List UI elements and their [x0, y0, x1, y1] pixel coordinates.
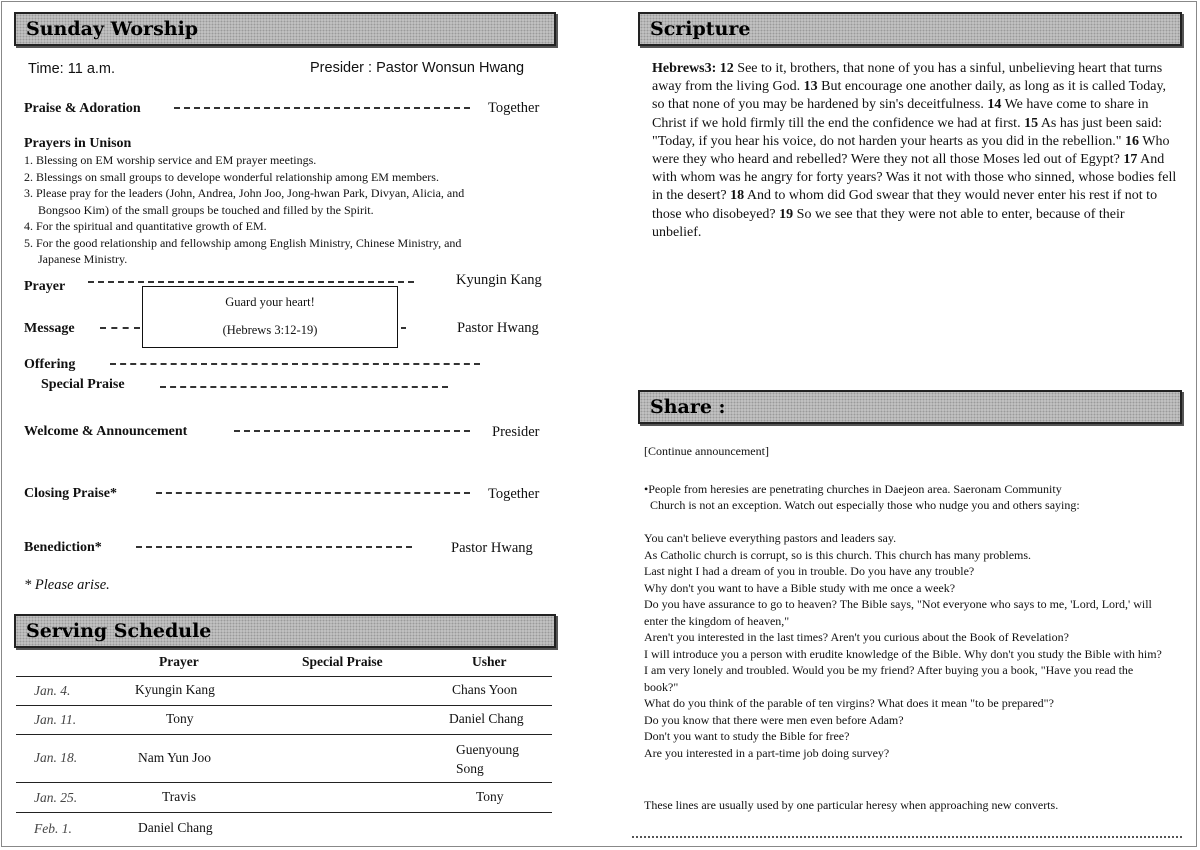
- scripture-passage: [652, 60, 1177, 242]
- prayers-unison-title: Prayers in Unison: [24, 136, 132, 151]
- row-usher: Guenyoung Song: [456, 742, 519, 776]
- presider: Presider : Pastor Wonsun Hwang: [310, 60, 525, 76]
- column-header-usher: Usher: [472, 654, 507, 669]
- sermon-title-box: [142, 286, 398, 348]
- scripture-book: Hebrews3:: [652, 61, 717, 76]
- message-label: Message: [24, 321, 75, 336]
- leader-line: [100, 327, 140, 329]
- verse-number: 14: [987, 97, 1002, 113]
- list-item: Do you know that there were men even before Adam?: [644, 712, 904, 727]
- verse-number: 16: [1124, 133, 1139, 149]
- table-rule: [16, 705, 552, 706]
- welcome-value: Presider: [492, 424, 540, 440]
- list-item: Last night I had a dream of you in trouble. Do you have any trouble?: [644, 564, 975, 578]
- list-item: Why don't you want to have a Bible study with me once a week?: [644, 580, 956, 595]
- verse-number: 17: [1123, 152, 1138, 168]
- benediction-label: Benediction*: [24, 540, 102, 555]
- verse-number: 15: [1024, 115, 1039, 131]
- continue-announcement: [Continue announcement]: [644, 444, 769, 458]
- row-date: Feb. 1.: [34, 821, 72, 836]
- share-title: Share :: [650, 396, 726, 418]
- closing-praise-label: Closing Praise*: [24, 486, 117, 501]
- verse-number: 12: [719, 61, 734, 76]
- prayer-item: 1. Blessing on EM worship service and EM prayer meetings.: [24, 153, 317, 167]
- prayer-item: 3. Please pray for the leaders (John, Andrea, John Joo, Jong-hwan Park, Divyan, Alicia, and: [24, 186, 465, 200]
- share-intro: •People from heresies are penetrating churches in Daejeon area. Saeronam Community: [644, 482, 1062, 496]
- row-prayer: Nam Yun Joo: [138, 750, 211, 765]
- welcome-label: Welcome & Announcement: [24, 424, 188, 439]
- scripture-title: Scripture: [650, 18, 751, 40]
- scripture-header: [638, 12, 1182, 46]
- column-header-prayer: Prayer: [159, 654, 199, 669]
- list-item: As Catholic church is corrupt, so is this church. This church has many problems.: [644, 547, 1032, 562]
- sermon-title: Guard your heart!: [225, 295, 315, 309]
- leader-line: [174, 107, 470, 109]
- verse-text: We have come to share in Christ if we hold firmly till the end the confidence we had at first.: [652, 97, 1149, 131]
- praise-adoration-value: Together: [488, 100, 540, 116]
- service-time: Time: 11 a.m.: [28, 61, 116, 77]
- serving-schedule-header: [14, 614, 556, 648]
- list-item: Do you have assurance to go to heaven? The Bible says, "Not everyone who says to me, 'Lord, Lord,' will enter the kingdom of heaven,": [644, 597, 1152, 628]
- list-item: You can't believe everything pastors and leaders say.: [644, 531, 897, 545]
- prayer-item: Bongsoo Kim) of the small groups be touched and filled by the Spirit.: [38, 202, 374, 217]
- share-header: [638, 390, 1182, 424]
- share-closing: These lines are usually used by one particular heresy when approaching new converts.: [644, 798, 1059, 812]
- list-item: I will introduce you a person with erudite knowledge of the Bible. Why don't you study the Bible with him?: [644, 646, 1162, 661]
- leader-line: [156, 492, 470, 494]
- leader-line: [136, 546, 412, 548]
- heresy-phrases-list: [644, 530, 1169, 761]
- table-rule: [16, 812, 552, 813]
- row-prayer: Travis: [162, 789, 197, 804]
- row-usher: Daniel Chang: [449, 711, 524, 726]
- sermon-reference: (Hebrews 3:12-19): [222, 323, 318, 337]
- leader-line: [88, 281, 414, 283]
- special-praise-label: Special Praise: [41, 377, 125, 392]
- row-date: Jan. 11.: [34, 712, 77, 727]
- prayer-label: Prayer: [24, 279, 66, 294]
- row-date: Jan. 18.: [34, 750, 78, 765]
- prayer-item: 2. Blessings on small groups to develope wonderful relationship among EM members.: [24, 169, 439, 184]
- verse-text: As has just been said: "Today, if you hear his voice, do not harden your hearts as you did in the rebellion.": [652, 115, 1163, 149]
- verse-number: 13: [803, 79, 818, 95]
- verse-text: So we see that they were not able to enter, because of their unbelief.: [652, 206, 1125, 240]
- row-date: Jan. 4.: [34, 683, 71, 698]
- verse-text: See to it, brothers, that none of you has a sinful, unbelieving heart that turns away from the living God.: [652, 61, 1163, 95]
- list-item: Are you interested in a part-time job doing survey?: [644, 745, 890, 760]
- arise-note: * Please arise.: [24, 577, 110, 593]
- closing-praise-value: Together: [488, 486, 540, 502]
- offering-label: Offering: [24, 357, 76, 372]
- verse-number: 18: [730, 188, 745, 204]
- list-item: What do you think of the parable of ten virgins? What does it mean "to be prepared"?: [644, 696, 1054, 710]
- leader-line: [234, 430, 470, 432]
- verse-text: But encourage one another daily, as long as it is called Today, so that none of you may be hardened by sin's deceitfulness.: [652, 79, 1167, 113]
- prayer-value: Kyungin Kang: [456, 272, 542, 288]
- share-intro: Church is not an exception. Watch out especially those who nudge you and others saying:: [650, 498, 1080, 512]
- message-value: Pastor Hwang: [457, 320, 539, 336]
- table-rule: [16, 676, 552, 677]
- list-item: Aren't you interested in the last times? Aren't you curious about the Book of Revelation?: [644, 630, 1069, 644]
- row-date: Jan. 25.: [34, 790, 78, 805]
- serving-schedule-title: Serving Schedule: [26, 620, 212, 642]
- row-prayer: Tony: [166, 711, 194, 726]
- prayer-item: Japanese Ministry.: [38, 252, 128, 266]
- verse-number: 19: [779, 206, 794, 222]
- benediction-value: Pastor Hwang: [451, 540, 533, 556]
- row-usher: Chans Yoon: [452, 682, 518, 697]
- prayer-item: 5. For the good relationship and fellowship among English Ministry, Chinese Ministry, and: [24, 235, 462, 250]
- verse-text: Who were they who heard and rebelled? Were they not all those Moses led out of Egypt?: [652, 133, 1170, 168]
- sunday-worship-header: [14, 12, 556, 46]
- verse-text: And with whom was he angry for forty years? Was it not with those who sinned, whose bodies fell in the desert?: [652, 152, 1177, 204]
- leader-line: [110, 363, 480, 365]
- table-rule: [16, 734, 552, 735]
- table-rule: [16, 782, 552, 783]
- dotted-rule: [632, 836, 1182, 838]
- praise-adoration-label: Praise & Adoration: [24, 101, 141, 116]
- column-header-special-praise: Special Praise: [302, 654, 383, 669]
- row-prayer: Kyungin Kang: [135, 682, 215, 697]
- row-prayer: Daniel Chang: [138, 820, 213, 835]
- row-usher: Tony: [476, 789, 504, 804]
- list-item: Don't you want to study the Bible for free?: [644, 729, 850, 743]
- prayers-list: [24, 152, 544, 268]
- list-item: I am very lonely and troubled. Would you be my friend? After buying you a book, "Have you read the book?": [644, 663, 1134, 694]
- prayer-item: 4. For the spiritual and quantitative growth of EM.: [24, 219, 267, 233]
- leader-line: [401, 327, 406, 329]
- sunday-worship-title: Sunday Worship: [26, 18, 199, 40]
- verse-text: And to whom did God swear that they would never enter his rest if not to those who disobeyed?: [652, 188, 1158, 222]
- leader-line: [160, 386, 448, 388]
